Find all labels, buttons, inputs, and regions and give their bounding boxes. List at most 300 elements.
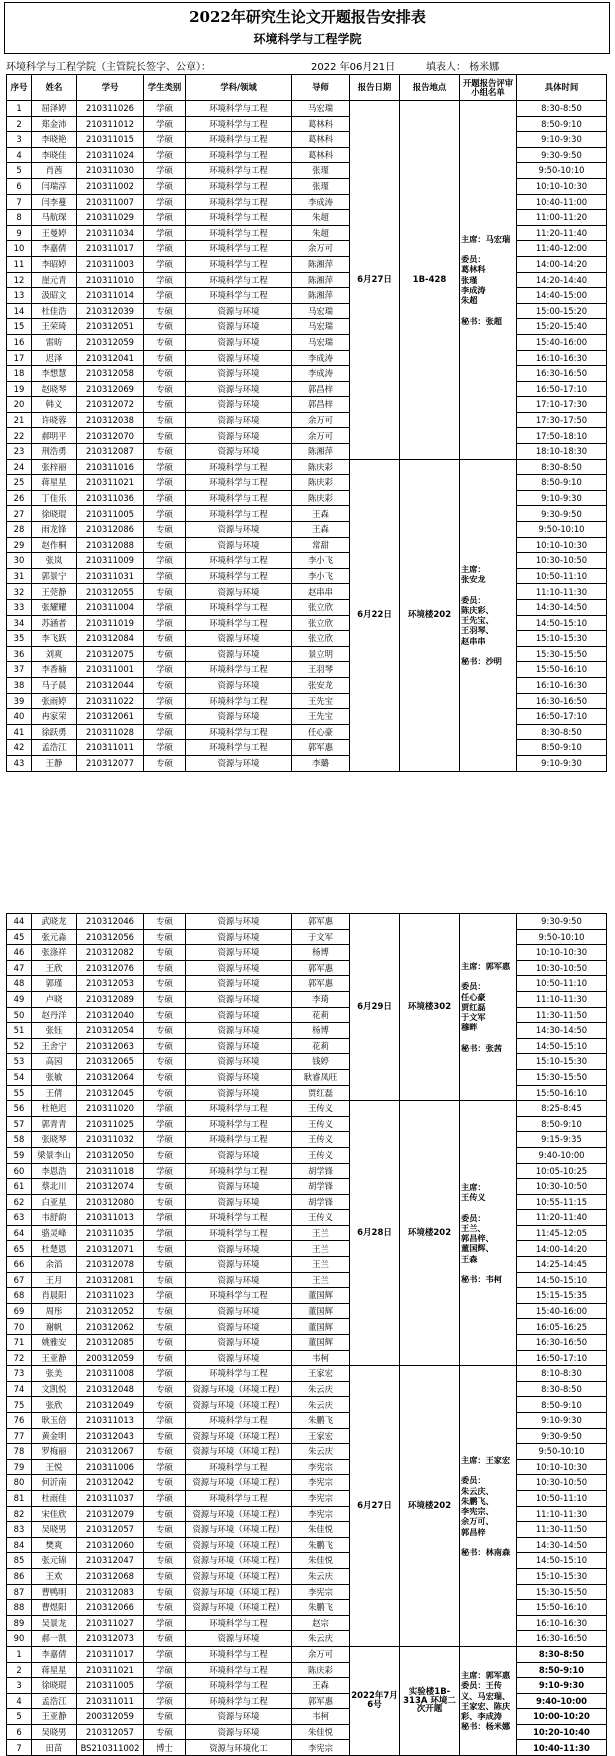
slot-time: 9:30-9:50 (517, 914, 607, 930)
slot-time: 16:50-17:10 (517, 381, 607, 397)
table-row (7, 709, 607, 725)
table-row (7, 178, 607, 194)
student-id: 210312057 (77, 1724, 144, 1740)
slot-time: 11:30-11:50 (517, 1522, 607, 1538)
student-name: 吴景龙 (32, 1615, 77, 1631)
student-name: 黄金明 (32, 1428, 77, 1444)
dept-sign-label: 环境科学与工程学院（主管院长签字、公章）： (6, 62, 211, 73)
table-row (7, 506, 607, 522)
student-id: 210312085 (77, 1335, 144, 1351)
schedule-table (6, 913, 607, 1756)
student-advisor: 马宏瑞 (292, 303, 350, 319)
student-id: 210312058 (77, 366, 144, 382)
student-name: 张梓丽 (32, 459, 77, 475)
student-type: 学硕 (144, 568, 186, 584)
student-major: 环境科学与工程 (186, 1116, 292, 1132)
student-name: 崖元青 (32, 272, 77, 288)
student-name: 徐晓琨 (32, 1678, 77, 1694)
student-no: 70 (7, 1319, 32, 1335)
student-id: 210312053 (77, 976, 144, 992)
student-id: 210311036 (77, 490, 144, 506)
student-id: 210312046 (77, 914, 144, 930)
student-major: 环境科学与工程 (186, 272, 292, 288)
student-no: 46 (7, 945, 32, 961)
student-major: 资源与环境 (186, 1241, 292, 1257)
review-committee (460, 459, 517, 771)
slot-time: 10:10-10:30 (517, 537, 607, 553)
student-id: 210311013 (77, 1210, 144, 1226)
student-id: 210311011 (77, 740, 144, 756)
student-no: 55 (7, 1085, 32, 1101)
table-row (7, 1600, 607, 1616)
student-no: 7 (7, 194, 32, 210)
student-type: 专硕 (144, 1506, 186, 1522)
student-advisor: 余万可 (292, 428, 350, 444)
committee-line: 主席： (461, 1181, 486, 1192)
student-name: 宋佳欣 (32, 1506, 77, 1522)
student-no: 2 (7, 1662, 32, 1678)
student-name: 郝一凯 (32, 1631, 77, 1647)
report-place: 环境楼202 (400, 1366, 460, 1647)
table-row (7, 1257, 607, 1273)
slot-time: 17:10-17:30 (517, 397, 607, 413)
table-row (7, 1475, 607, 1491)
table-row (7, 945, 607, 961)
student-type: 学硕 (144, 1615, 186, 1631)
student-no: 29 (7, 537, 32, 553)
student-id: BS210311002 (77, 1740, 144, 1756)
student-type: 专硕 (144, 677, 186, 693)
table-row (7, 132, 607, 148)
student-major: 环境科学与工程 (186, 1413, 292, 1429)
student-no: 60 (7, 1163, 32, 1179)
table-row (7, 1444, 607, 1460)
student-name: 张敏 (32, 1069, 77, 1085)
slot-time: 9:50-10:10 (517, 522, 607, 538)
student-id: 210311005 (77, 1678, 144, 1694)
student-major: 资源与环境 (186, 1709, 292, 1725)
slot-time: 10:50-11:10 (517, 568, 607, 584)
table-row (7, 1678, 607, 1694)
student-advisor: 贾红磊 (292, 1085, 350, 1101)
student-type: 学硕 (144, 553, 186, 569)
student-type: 专硕 (144, 537, 186, 553)
student-no: 49 (7, 991, 32, 1007)
slot-time: 15:10-15:30 (517, 631, 607, 647)
student-major: 资源与环境 (186, 1303, 292, 1319)
student-type: 学硕 (144, 600, 186, 616)
table-row (7, 914, 607, 930)
student-major: 环境科学与工程 (186, 1615, 292, 1631)
student-major: 资源与环境 (186, 1724, 292, 1740)
student-type: 专硕 (144, 366, 186, 382)
slot-time: 10:10-10:30 (517, 178, 607, 194)
student-no: 6 (7, 1724, 32, 1740)
student-id: 210311006 (77, 1459, 144, 1475)
student-no: 48 (7, 976, 32, 992)
slot-time: 8:10-8:30 (517, 1366, 607, 1382)
student-no: 23 (7, 444, 32, 460)
student-advisor: 王兰 (292, 1272, 350, 1288)
slot-time: 11:30-11:50 (517, 1007, 607, 1023)
student-id: 200312059 (77, 1709, 144, 1725)
student-no: 81 (7, 1490, 32, 1506)
table-row (7, 1506, 607, 1522)
student-no: 18 (7, 366, 32, 382)
filler-name: 填表人： 杨米娜 (426, 62, 500, 73)
student-advisor: 陈湘萍 (292, 444, 350, 460)
committee-line: 秘书：林南森 (461, 1547, 511, 1558)
slot-time: 14:25-14:45 (517, 1257, 607, 1273)
student-type: 专硕 (144, 1568, 186, 1584)
student-advisor: 葛林科 (292, 132, 350, 148)
student-no: 86 (7, 1568, 32, 1584)
student-no: 56 (7, 1101, 32, 1117)
slot-time: 15:50-16:10 (517, 1085, 607, 1101)
student-major: 环境科学与工程 (186, 475, 292, 491)
student-type: 学硕 (144, 459, 186, 475)
student-major: 环境科学与工程 (186, 568, 292, 584)
student-name: 罗梅丽 (32, 1444, 77, 1460)
student-no: 79 (7, 1459, 32, 1475)
student-name: 张元锦 (32, 1553, 77, 1569)
student-id: 210312073 (77, 1631, 144, 1647)
table-row (7, 334, 607, 350)
student-advisor: 李小飞 (292, 568, 350, 584)
student-major: 环境科学与工程 (186, 459, 292, 475)
student-no: 1 (7, 101, 32, 117)
committee-line: 委员： (461, 1212, 486, 1223)
student-name: 雨龙锋 (32, 522, 77, 538)
student-id: 210312041 (77, 350, 144, 366)
student-advisor: 陈湘萍 (292, 272, 350, 288)
committee-line: 王羽琴、 (461, 625, 494, 636)
student-name: 屈泽婷 (32, 101, 77, 117)
student-no: 69 (7, 1303, 32, 1319)
table-row (7, 1584, 607, 1600)
student-name: 郭瑾 (32, 976, 77, 992)
student-id: 210312038 (77, 412, 144, 428)
student-major: 资源与环境 (186, 1257, 292, 1273)
student-id: 210311001 (77, 662, 144, 678)
student-type: 专硕 (144, 350, 186, 366)
table-row (7, 1132, 607, 1148)
slot-time: 16:05-16:25 (517, 1319, 607, 1335)
student-no: 84 (7, 1537, 32, 1553)
student-id: 210312040 (77, 1007, 144, 1023)
header-time: 具体时间 (517, 75, 607, 101)
committee-line: 主席：王家宏 (461, 1454, 511, 1465)
table-row (7, 1568, 607, 1584)
table-row (7, 1038, 607, 1054)
student-major: 环境科学与工程 (186, 1210, 292, 1226)
student-name: 梁景李山 (32, 1147, 77, 1163)
student-id: 210312077 (77, 755, 144, 771)
student-type: 专硕 (144, 319, 186, 335)
committee-line: 葛林科 (461, 264, 486, 275)
student-major: 资源与环境 (186, 334, 292, 350)
table-row (7, 960, 607, 976)
student-name: 张钰 (32, 1023, 77, 1039)
slot-time: 16:30-16:50 (517, 1631, 607, 1647)
table-row (7, 1459, 607, 1475)
student-advisor: 李成涛 (292, 366, 350, 382)
table-row (7, 1631, 607, 1647)
slot-time: 8:50-9:10 (517, 1662, 607, 1678)
student-name: 何沂南 (32, 1475, 77, 1491)
committee-line: 秘书：杨米娜 (461, 1721, 511, 1732)
student-no: 62 (7, 1194, 32, 1210)
student-name: 韩义 (32, 397, 77, 413)
table-row (7, 381, 607, 397)
slot-time: 14:30-14:50 (517, 600, 607, 616)
slot-time: 10:50-11:10 (517, 976, 607, 992)
student-name: 闫李蔓 (32, 194, 77, 210)
student-major: 资源与环境 (186, 1038, 292, 1054)
student-no: 45 (7, 929, 32, 945)
student-name: 雷昉 (32, 334, 77, 350)
committee-line: 主席：郭军惠 (461, 1670, 511, 1681)
student-no: 12 (7, 272, 32, 288)
slot-time: 9:10-9:30 (517, 1678, 607, 1694)
student-type: 学硕 (144, 693, 186, 709)
student-name: 张元淼 (32, 929, 77, 945)
student-no: 6 (7, 178, 32, 194)
committee-line: 余万可、 (461, 1516, 494, 1527)
slot-time: 14:50-15:10 (517, 615, 607, 631)
student-no: 3 (7, 1678, 32, 1694)
student-advisor: 于文军 (292, 929, 350, 945)
student-name: 姚雅安 (32, 1335, 77, 1351)
student-no: 5 (7, 1709, 32, 1725)
committee-line (461, 971, 515, 981)
student-advisor: 朱云庆 (292, 1631, 350, 1647)
committee-line: 朱云庆、 (461, 1485, 494, 1496)
student-name: 王悦 (32, 1459, 77, 1475)
committee-line: 李宪宗、 (461, 1506, 494, 1517)
student-advisor: 赵宗 (292, 1615, 350, 1631)
student-no: 28 (7, 522, 32, 538)
student-no: 27 (7, 506, 32, 522)
student-major: 资源与环境 (186, 1085, 292, 1101)
student-no: 4 (7, 147, 32, 163)
student-no: 68 (7, 1288, 32, 1304)
student-name: 王欢 (32, 1568, 77, 1584)
student-no: 7 (7, 1740, 32, 1756)
student-name: 李嘉倩 (32, 241, 77, 257)
student-name: 肖晨阳 (32, 1288, 77, 1304)
slot-time: 10:30-10:50 (517, 1475, 607, 1491)
student-major: 环境科学与工程 (186, 178, 292, 194)
student-no: 5 (7, 163, 32, 179)
slot-time: 15:50-16:10 (517, 662, 607, 678)
student-id: 210311023 (77, 1288, 144, 1304)
student-advisor: 王羽琴 (292, 662, 350, 678)
student-no: 82 (7, 1506, 32, 1522)
student-major: 资源与环境（环境工程） (186, 1428, 292, 1444)
student-no: 67 (7, 1272, 32, 1288)
table-row (7, 1537, 607, 1553)
committee-line: 穆畔 (461, 1022, 478, 1033)
student-advisor: 王兰 (292, 1241, 350, 1257)
table-row (7, 272, 607, 288)
student-name: 韦舒韵 (32, 1210, 77, 1226)
student-type: 专硕 (144, 584, 186, 600)
committee-line: 委员： (461, 594, 486, 605)
committee-line: 王传义 (461, 1192, 486, 1203)
student-advisor: 陈湘萍 (292, 288, 350, 304)
student-major: 环境科学与工程 (186, 1490, 292, 1506)
table-row (7, 1179, 607, 1195)
student-major: 资源与环境 (186, 631, 292, 647)
slot-time: 8:50-9:10 (517, 475, 607, 491)
slot-time: 11:10-11:30 (517, 584, 607, 600)
slot-time: 14:30-14:50 (517, 1537, 607, 1553)
table-row (7, 350, 607, 366)
slot-time: 15:15-15:35 (517, 1288, 607, 1304)
table-row (7, 646, 607, 662)
student-no: 34 (7, 615, 32, 631)
student-type: 专硕 (144, 1350, 186, 1366)
student-advisor: 胡学锋 (292, 1179, 350, 1195)
student-major: 资源与环境（环境工程） (186, 1600, 292, 1616)
table-row (7, 1381, 607, 1397)
table-row (7, 1023, 607, 1039)
student-name: 苏涵者 (32, 615, 77, 631)
student-type: 学硕 (144, 1413, 186, 1429)
student-name: 赵作桐 (32, 537, 77, 553)
report-date: 6月22日 (350, 459, 400, 771)
slot-time: 15:20-15:40 (517, 319, 607, 335)
student-no: 78 (7, 1444, 32, 1460)
student-major: 资源与环境（环境工程） (186, 1397, 292, 1413)
student-type: 专硕 (144, 1303, 186, 1319)
slot-time: 9:15-9:35 (517, 1132, 607, 1148)
slot-time: 16:10-16:30 (517, 350, 607, 366)
committee-line: 贾红磊 (461, 1001, 486, 1012)
student-advisor: 耿睿凤旺 (292, 1069, 350, 1085)
student-major: 资源与环境（环境工程） (186, 1584, 292, 1600)
student-name: 周彤 (32, 1303, 77, 1319)
student-type: 专硕 (144, 522, 186, 538)
student-no: 3 (7, 132, 32, 148)
student-id: 210312044 (77, 677, 144, 693)
committee-line (461, 646, 515, 656)
slot-time: 14:50-15:10 (517, 1272, 607, 1288)
student-major: 环境科学与工程 (186, 553, 292, 569)
student-advisor: 葛林科 (292, 116, 350, 132)
student-type: 学硕 (144, 210, 186, 226)
student-name: 张岚 (32, 553, 77, 569)
student-advisor: 陈庆彩 (292, 475, 350, 491)
student-name: 蒋星星 (32, 1662, 77, 1678)
student-id: 210312078 (77, 1257, 144, 1273)
committee-line: 朱鹏飞、 (461, 1495, 494, 1506)
student-advisor: 李成涛 (292, 350, 350, 366)
student-major: 环境科学与工程 (186, 101, 292, 117)
table-row (7, 1428, 607, 1444)
committee-line: 郭昌梓、 (461, 1233, 494, 1244)
student-type: 学硕 (144, 724, 186, 740)
student-no: 20 (7, 397, 32, 413)
student-name: 蒋星星 (32, 475, 77, 491)
student-major: 资源与环境 (186, 976, 292, 992)
student-id: 210311017 (77, 1646, 144, 1662)
committee-line: 委员：王传义、马宏瑞、王家宏、陈庆彩、李成涛 (461, 1680, 511, 1722)
student-no: 24 (7, 459, 32, 475)
student-name: 李晓佳 (32, 147, 77, 163)
student-major: 环境科学与工程 (186, 1693, 292, 1709)
slot-time: 14:00-14:20 (517, 1241, 607, 1257)
student-type: 学硕 (144, 241, 186, 257)
student-id: 210312055 (77, 584, 144, 600)
committee-line: 主席： (461, 563, 486, 574)
review-committee (460, 1101, 517, 1366)
student-advisor: 陈湘萍 (292, 256, 350, 272)
slot-time: 11:45-12:05 (517, 1225, 607, 1241)
student-no: 72 (7, 1350, 32, 1366)
slot-time: 10:30-10:50 (517, 960, 607, 976)
student-major: 资源与环境 (186, 1179, 292, 1195)
student-name: 卢晓 (32, 991, 77, 1007)
table-row (7, 475, 607, 491)
student-no: 30 (7, 553, 32, 569)
committee-line: 张安龙 (461, 574, 486, 585)
student-name: 吴晓男 (32, 1724, 77, 1740)
table-row (7, 976, 607, 992)
school-name: 环境科学与工程学院 (253, 32, 362, 46)
student-no: 83 (7, 1522, 32, 1538)
student-id: 210312079 (77, 1506, 144, 1522)
student-advisor: 郭军惠 (292, 960, 350, 976)
student-no: 38 (7, 677, 32, 693)
student-no: 74 (7, 1381, 32, 1397)
student-name: 冉家荣 (32, 709, 77, 725)
student-no: 87 (7, 1584, 32, 1600)
student-major: 资源与环境 (186, 1319, 292, 1335)
table-row (7, 1615, 607, 1631)
student-id: 210311011 (77, 1693, 144, 1709)
student-id: 210311003 (77, 256, 144, 272)
student-major: 资源与环境 (186, 1350, 292, 1366)
student-no: 22 (7, 428, 32, 444)
student-type: 学硕 (144, 506, 186, 522)
student-major: 资源与环境 (186, 1194, 292, 1210)
student-type: 学硕 (144, 116, 186, 132)
student-no: 15 (7, 319, 32, 335)
table-row (7, 1724, 607, 1740)
student-type: 专硕 (144, 1537, 186, 1553)
committee-line: 主席：郭军惠 (461, 960, 511, 971)
student-advisor: 李宪宗 (292, 1506, 350, 1522)
table-row (7, 490, 607, 506)
student-advisor: 胡学锋 (292, 1194, 350, 1210)
student-major: 资源与环境 (186, 1335, 292, 1351)
student-major: 资源与环境（环境工程） (186, 1568, 292, 1584)
student-no: 43 (7, 755, 32, 771)
student-no: 65 (7, 1241, 32, 1257)
student-name: 王月 (32, 1272, 77, 1288)
slot-time: 9:50-10:10 (517, 1444, 607, 1460)
student-advisor: 李璐 (292, 755, 350, 771)
fill-date: 2022 年06月21日 (311, 62, 396, 73)
student-no: 36 (7, 646, 32, 662)
student-id: 210311004 (77, 600, 144, 616)
slot-time: 16:10-16:30 (517, 1615, 607, 1631)
student-major: 资源与环境 (186, 381, 292, 397)
student-advisor: 葛林科 (292, 147, 350, 163)
student-no: 57 (7, 1116, 32, 1132)
